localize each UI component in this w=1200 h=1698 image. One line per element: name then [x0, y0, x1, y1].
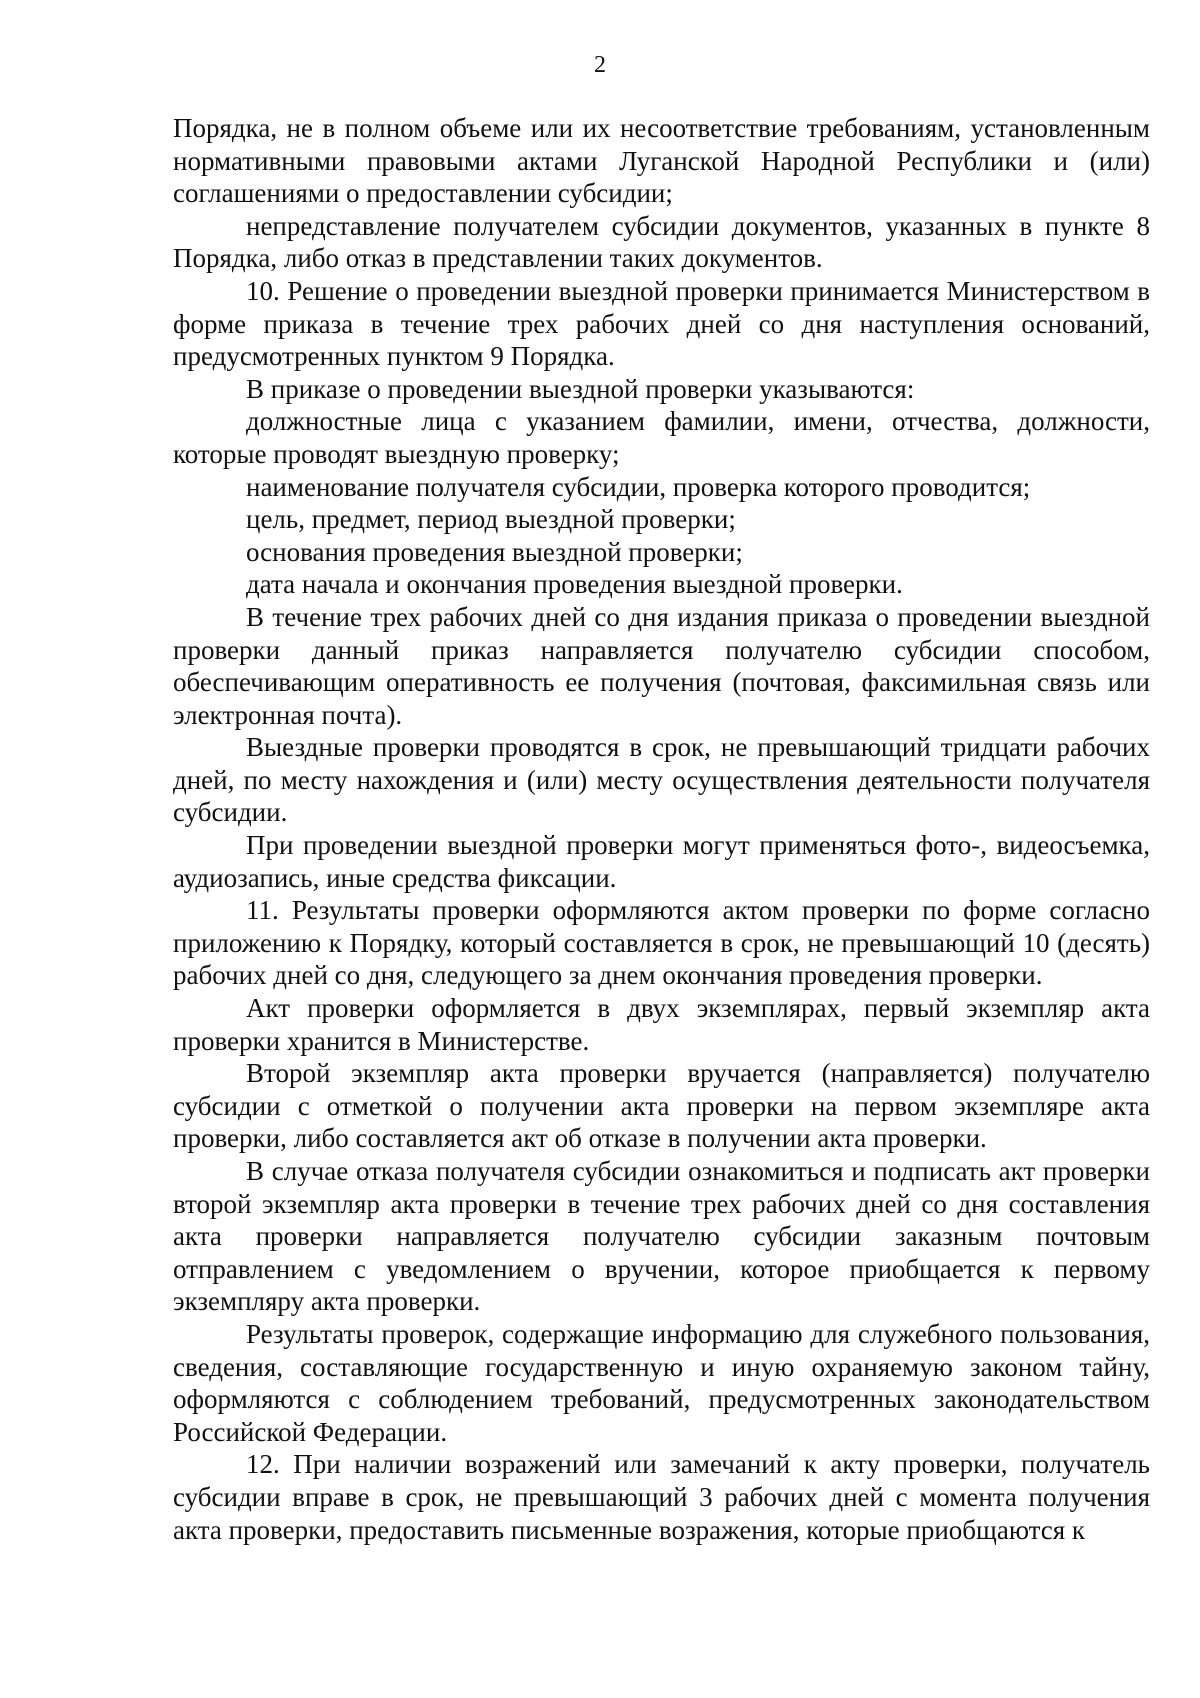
paragraph: В течение трех рабочих дней со дня издания приказа о проведении выездной проверки данный приказ направляется получателю субсидии способом, обеспечивающим оперативность ее получения (почтовая, факсимильная связь или электронная почта). [173, 601, 1150, 730]
paragraph: В случае отказа получателя субсидии ознакомиться и подписать акт проверки второй экземпляр акта проверки в течение трех рабочих дней со дня составления акта проверки направляется получателю субсидии заказным почтовым отправлением с уведомлением о вручении, которое приобщается к первому экземпляру акта проверки. [173, 1156, 1150, 1317]
paragraph-clause-12: 12. При наличии возражений или замечаний к акту проверки, получатель субсидии вправе в срок, не превышающий 3 рабочих дней с момента получения акта проверки, предоставить письменные возражения, которые приобщаются к [173, 1449, 1150, 1545]
list-item: наименование получателя субсидии, проверка которого проводится; [246, 471, 1031, 502]
paragraph-continuation: Порядка, не в полном объеме или их несоответствие требованиям, установленным нормативными правовыми актами Луганской Народной Республики и (или) соглашениями о предоставлении субсидии; [173, 113, 1150, 209]
document-body [173, 112, 1150, 1546]
paragraph: Результаты проверок, содержащие информацию для служебного пользования, сведения, составляющие государственную и иную охраняемую законом тайну, оформляются с соблюдением требований, предусмотренных законодательством Российской Федерации. [173, 1318, 1150, 1447]
paragraph-clause-11: 11. Результаты проверки оформляются актом проверки по форме согласно приложению к Порядку, который составляется в срок, не превышающий 10 (десять) рабочих дней со дня, следующего за днем окончания проведения проверки. [173, 895, 1150, 991]
paragraph: В приказе о проведении выездной проверки указываются: [246, 373, 915, 404]
paragraph: При проведении выездной проверки могут применяться фото-, видеосъемка, аудиозапись, иные средства фиксации. [173, 830, 1150, 893]
paragraph: Акт проверки оформляется в двух экземплярах, первый экземпляр акта проверки хранится в Министерстве. [173, 993, 1150, 1056]
list-item: дата начала и окончания проведения выездной проверки. [246, 569, 903, 600]
paragraph: Выездные проверки проводятся в срок, не превышающий тридцати рабочих дней, по месту нахождения и (или) месту осуществления деятельности получателя субсидии. [173, 732, 1150, 828]
paragraph-clause-10: 10. Решение о проведении выездной проверки принимается Министерством в форме приказа в течение трех рабочих дней со дня наступления оснований, предусмотренных пунктом 9 Порядка. [173, 275, 1150, 372]
list-item: основания проведения выездной проверки; [246, 536, 743, 567]
list-item: цель, предмет, период выездной проверки; [246, 504, 736, 535]
paragraph: Второй экземпляр акта проверки вручается (направляется) получателю субсидии с отметкой о получении акта проверки на первом экземпляре акта проверки, либо составляется акт об отказе в получении акта проверки. [173, 1058, 1150, 1154]
paragraph: непредставление получателем субсидии документов, указанных в пункте 8 Порядка, либо отказ в представлении таких документов. [173, 210, 1150, 274]
list-item: должностные лица с указанием фамилии, имени, отчества, должности, которые проводят выездную проверку; [173, 406, 1150, 469]
page-number: 2 [594, 52, 606, 78]
